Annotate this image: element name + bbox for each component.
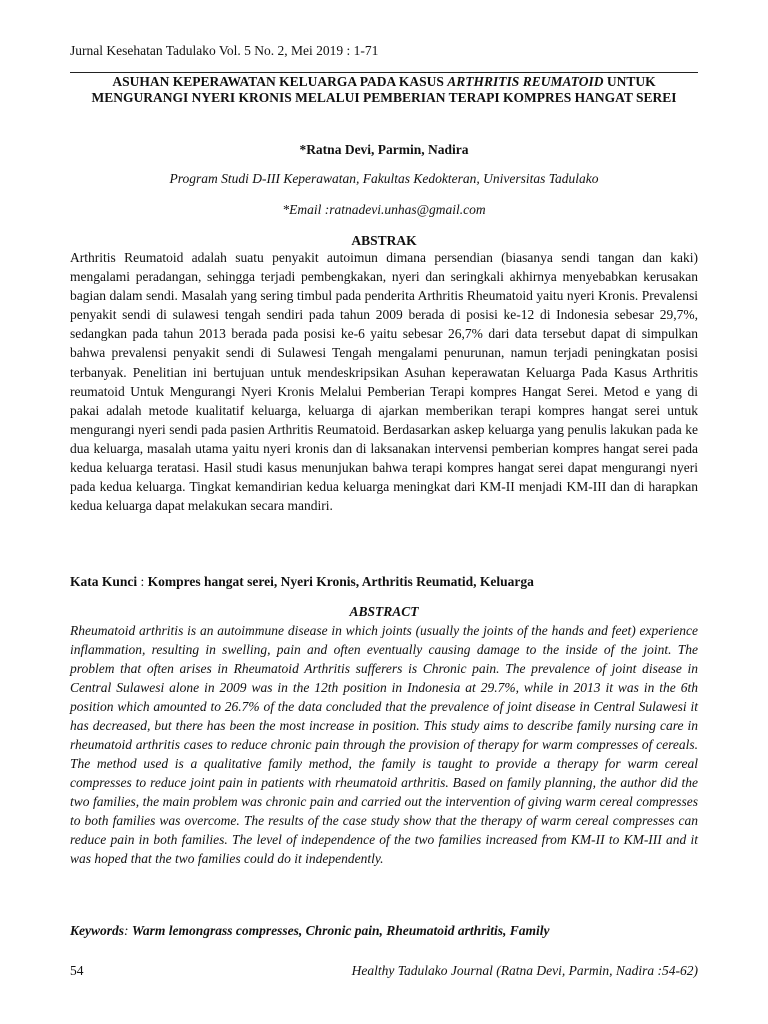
kata-kunci-values: Kompres hangat serei, Nyeri Kronis, Arthritis Reumatid, Keluarga <box>147 574 534 589</box>
journal-header: Jurnal Kesehatan Tadulako Vol. 5 No. 2, Mei 2019 : 1-71 <box>70 43 379 58</box>
kata-kunci-separator: : <box>137 574 148 589</box>
footer-journal: Healthy Tadulako Journal (Ratna Devi, Parmin, Nadira :54-62) <box>351 963 698 978</box>
authors: *Ratna Devi, Parmin, Nadira <box>299 142 469 157</box>
abstrak-heading: ABSTRAK <box>351 233 417 248</box>
abstract-heading: ABSTRACT <box>349 604 419 619</box>
title-part1: ASUHAN KEPERAWATAN KELUARGA PADA KASUS <box>112 74 448 89</box>
affiliation: Program Studi D-III Keperawatan, Fakultas Kedokteran, Universitas Tadulako <box>169 171 599 186</box>
article-title <box>70 74 698 106</box>
title-italic: ARTHRITIS REUMATOID <box>447 74 604 89</box>
page-number: 54 <box>70 963 84 978</box>
keywords-label: Keywords <box>70 923 124 938</box>
author-email: *Email :ratnadevi.unhas@gmail.com <box>282 202 486 217</box>
kata-kunci <box>70 574 698 590</box>
header-divider <box>70 72 698 73</box>
title-part2: UNTUK MENGURANGI NYERI KRONIS MELALUI PEMBERIAN TERAPI KOMPRES HANGAT SEREI <box>91 74 677 105</box>
keywords-values: Warm lemongrass compresses, Chronic pain, Rheumatoid arthritis, Family <box>131 923 550 938</box>
kata-kunci-label: Kata Kunci <box>70 574 138 589</box>
keywords <box>70 923 698 939</box>
abstrak-text: Arthritis Reumatoid adalah suatu penyakit autoimun dimana persendian (biasanya sendi tangan dan kaki) mengalami peradangan, sehingga terjadi pembengkakan, nyeri dan seringkali akhirnya menyebabkan kerusakan bagian dalam sendi. Masalah yang sering timbul pada penderita Arthritis Rheumatoid yaitu nyeri Kronis. Prevalensi penyakit sendi di sulawesi tengah sendiri pada tahun 2009 berada di posisi ke-12 di Indonesia sebesar 29,7%, sedangkan pada tahun 2013 berada pada posisi ke-6 yaitu sebesar 26,7% dari data tersebut dapat di simpulkan bahwa prevalensi penyakit sendi di Sulawesi Tengah mengalami penurunan, namun terjadi peningkatan posisi terbanyak. Penelitian ini bertujuan untuk mendeskripsikan Asuhan keperawatan Keluarga Pada Kasus Arthritis reumatoid Untuk Mengurangi Nyeri Kronis Melalui Pemberian Terapi kompres Hangat Serei. Metod e yang di pakai adalah metode kualitatif keluarga, keluarga di ajarkan memberikan terapi kompres hangat serei untuk mengurangi nyeri sendi pada pasien Arthritis Reumatoid. Berdasarkan askep keluarga yang penulis lakukan pada ke dua keluarga, masalah utama yaitu nyeri kronis dan di laksanakan intervensi pemberian kompres hangat serei pada kedua keluarga teratasi. Hasil studi kasus menunjukan bahwa terapi kompres hangat serei dapat mengurangi nyeri pada kedua keluarga. Tingkat kemandirian kedua keluarga meningkat dari KM-II menjadi KM-III dan di harapkan kedua keluarga dapat melakukan secara mandiri. <box>70 250 698 514</box>
keywords-separator: : <box>124 923 132 938</box>
abstract-text: Rheumatoid arthritis is an autoimmune disease in which joints (usually the joints of the hands and feet) experience inflammation, resulting in swelling, pain and often eventually causing damage to the inside of the joint. The problem that often arises in Rheumatoid Arthritis sufferers is Chronic pain. The prevalence of joint disease in Central Sulawesi alone in 2009 was in the 12th position in Indonesia at 29.7%, while in 2013 it was in the 6th position which amounted to 26.7% of the data concluded that the prevalence of joint disease in Central Sulawesi it has decreased, but there has been the most increase in position. This study aims to describe family nursing care in rheumatoid arthritis cases to reduce chronic pain through the provision of therapy for warm compresses of cereals. The method used is a qualitative family method, the family is taught to provide a therapy for warm cereal compresses to reduce joint pain in patients with rheumatoid arthritis. Based on family planning, the author did the two families, the main problem was chronic pain and carried out the intervention of giving warm cereal compresses to both families was overcome. The results of the case study show that the therapy of warm cereal compresses can reduce pain in both families. The level of independence of the two families increased from KM-II to KM-III and it was hoped that the two families could do it independently. <box>70 623 698 866</box>
